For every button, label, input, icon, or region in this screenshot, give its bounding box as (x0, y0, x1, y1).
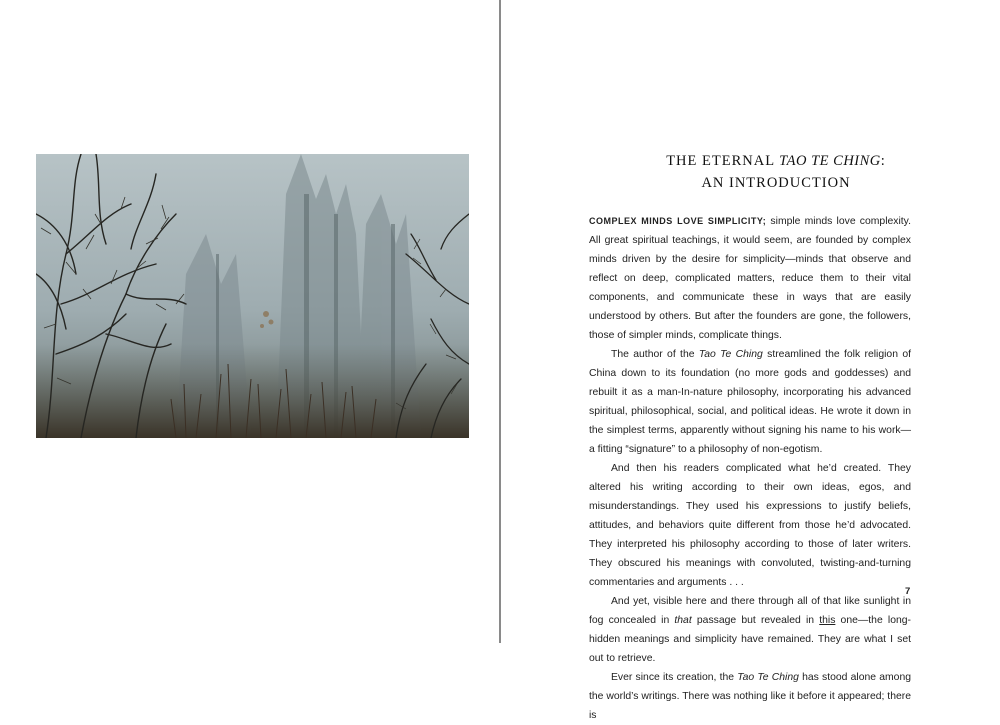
forest-photo (36, 154, 469, 438)
paragraph-1-text: simple minds love complexity. All great spiritual teachings, it would seem, are founded by complex minds driven by the desire for simplicity—minds that observe and reflect on deep, complicated matters, reduce them to their vital components, and communicate these in ways that are easily understood by others. But after the founders are gone, the followers, those of simpler minds, complicate things. (589, 216, 911, 341)
body-text (589, 212, 911, 725)
paragraph-4-part-3: one—the long-hidden meanings and simplicity have remained. They are what I set out to retrieve. (589, 615, 911, 664)
page-number: 7 (905, 586, 911, 597)
title-book-name: TAO TE CHING (779, 153, 881, 169)
title-colon: : (880, 153, 886, 169)
title-prefix: THE ETERNAL (666, 153, 780, 169)
chapter-title (591, 150, 961, 194)
paragraph-4-italic: that (674, 615, 692, 626)
paragraph-4 (589, 592, 911, 668)
title-line-2: AN INTRODUCTION (701, 175, 851, 191)
paragraph-3: And then his readers complicated what he’d created. They altered his writing according to their own ideas, egos, and misunderstandings. They used his expressions to justify beliefs, attitudes, and behaviors quite different from those he’d advocated. They interpreted his philosophy according to those of later writers. They obscured his meanings with convoluted, twisting-and-turning commentaries and arguments . . . (589, 463, 911, 588)
right-page (501, 0, 1000, 721)
paragraph-5-italic: Tao Te Ching (737, 672, 799, 683)
left-page (0, 0, 499, 643)
paragraph-4-part-1: And yet, visible here and there through all of that like sunlight in fog concealed in (589, 596, 911, 626)
paragraph-5-part-2: has stood alone among the world’s writings. There was nothing like it before it appeared; there is (589, 672, 911, 721)
title-line-1 (591, 150, 961, 172)
paragraph-2-part-1: The author of the (611, 349, 699, 360)
paragraph-5-part-1: Ever since its creation, the (611, 672, 738, 683)
paragraph-4-part-2: passage but revealed in (691, 615, 820, 626)
paragraph-2 (589, 345, 911, 459)
paragraph-5 (589, 668, 911, 725)
paragraph-1 (589, 212, 911, 345)
paragraph-4-underline: this (819, 615, 836, 626)
paragraph-2-part-2: streamlined the folk religion of China down to its foundation (no more gods and goddesses) and rebuilt it as a man-In-nature philosophy, incorporating his advanced spiritual, philosophical, social, and political ideas. He wrote it down in the simplest terms, apparently without signing his name to his work—a fitting “signature” to a philosophy of non-egotism. (589, 349, 911, 455)
paragraph-2-italic: Tao Te Ching (698, 349, 763, 360)
lead-in: COMPLEX MINDS LOVE SIMPLICITY; (589, 216, 767, 226)
forest-illustration (36, 154, 469, 438)
